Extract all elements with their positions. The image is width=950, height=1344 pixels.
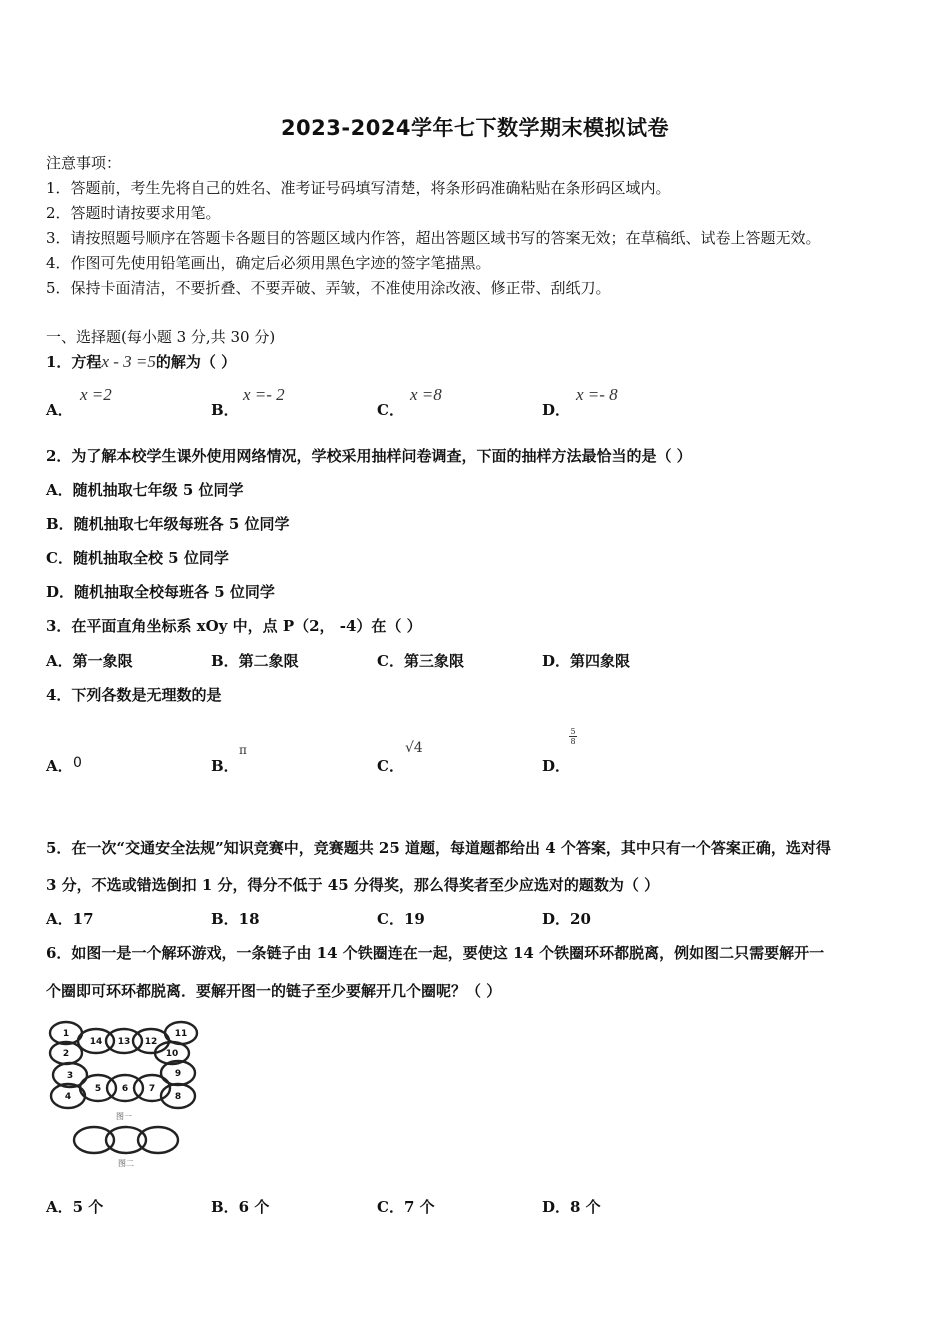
q1-option-c-label: C．	[377, 401, 404, 419]
q2-option-a: A．随机抽取七年级 5 位同学	[46, 481, 244, 499]
q1-option-a-value: x =2	[80, 385, 112, 404]
q1-option-d-label: D．	[542, 401, 571, 419]
ring-label: 1	[62, 1029, 70, 1039]
q5-option-d: D．20	[542, 910, 591, 928]
q4-option-b-label: B．	[211, 757, 239, 775]
figure2-caption: 图二	[118, 1159, 134, 1168]
q2-option-c: C．随机抽取全校 5 位同学	[46, 549, 229, 567]
ring-label: 9	[174, 1069, 182, 1079]
exam-title: 2023-2024学年七下数学期末模拟试卷	[280, 116, 670, 140]
q4-d-denominator: 8	[570, 737, 576, 746]
q4-option-c-label: C．	[377, 757, 404, 775]
q3-option-c: C．第三象限	[377, 652, 464, 670]
q6-option-a: A．5 个	[46, 1198, 104, 1216]
q1-stem	[46, 351, 236, 372]
ring-label: 13	[117, 1037, 131, 1047]
notice-item: 4．作图可先使用铅笔画出，确定后必须用黑色字迹的签字笔描黑。	[46, 254, 491, 272]
q1-option-d-value: x =- 8	[576, 385, 618, 404]
q1-option-b-value: x =- 2	[243, 385, 285, 404]
figure1-caption: 图一	[116, 1112, 132, 1121]
q1-option-c-value: x =8	[410, 385, 442, 404]
ring-label: 2	[62, 1049, 70, 1059]
q3-option-d: D．第四象限	[542, 652, 631, 670]
q5-option-b: B．18	[211, 910, 260, 928]
ring-label: 12	[144, 1037, 158, 1047]
q1-equation: x - 3 =5	[101, 352, 156, 371]
q6-stem-line1: 6．如图一是一个解环游戏，一条链子由 14 个铁圈连在一起，要使这 14 个铁圈环环都脱离，例如图二只需要解开一	[46, 944, 825, 962]
q2-option-b: B．随机抽取七年级每班各 5 位同学	[46, 515, 290, 533]
q4-option-a-label: A．	[46, 757, 73, 775]
notice-item: 5．保持卡面清洁，不要折叠、不要弄破、弄皱，不准使用涂改液、修正带、刮纸刀。	[46, 279, 611, 297]
ring-label: 10	[165, 1049, 179, 1059]
ring-label: 4	[64, 1092, 72, 1102]
section-heading: 一、选择题(每小题 3 分,共 30 分)	[46, 328, 276, 346]
q1-option-a-label: A．	[46, 401, 73, 419]
q4-option-d-label: D．	[542, 757, 571, 775]
ring-label: 6	[121, 1084, 129, 1094]
ring-label: 3	[66, 1071, 74, 1081]
q6-option-c: C．7 个	[377, 1198, 435, 1216]
q4-stem: 4．下列各数是无理数的是	[46, 686, 222, 704]
fig2-ring-right	[138, 1127, 178, 1153]
q5-option-c: C．19	[377, 910, 425, 928]
notice-heading: 注意事项：	[46, 154, 122, 172]
fig2-ring-middle	[106, 1127, 146, 1153]
q5-stem-line1: 5．在一次“交通安全法规”知识竞赛中，竞赛题共 25 道题，每道题都给出 4 个答案，其中只有一个答案正确，选对得	[46, 839, 831, 857]
q1-option-b-label: B．	[211, 401, 239, 419]
ring-chain-figure	[44, 1020, 204, 1170]
ring-label: 11	[174, 1029, 188, 1039]
q1-prefix: 1．方程	[46, 353, 102, 371]
ring-label: 7	[148, 1084, 156, 1094]
ring-label: 5	[94, 1084, 102, 1094]
q6-option-d: D．8 个	[542, 1198, 601, 1216]
ring-label: 14	[89, 1037, 103, 1047]
q4-option-b-value: π	[239, 743, 247, 757]
q6-option-b: B．6 个	[211, 1198, 270, 1216]
notice-item: 3．请按照题号顺序在答题卡各题目的答题区域内作答，超出答题区域书写的答案无效；在草稿纸、试卷上答题无效。	[46, 229, 821, 247]
q5-stem-line2: 3 分，不选或错选倒扣 1 分，得分不低于 45 分得奖，那么得奖者至少应选对的题数为（ ）	[46, 876, 660, 894]
q2-stem: 2．为了解本校学生课外使用网络情况，学校采用抽样问卷调查，下面的抽样方法最恰当的是（ ）	[46, 447, 692, 465]
q4-option-a-value: 0	[73, 755, 82, 771]
ring-label: 8	[174, 1092, 182, 1102]
q1-suffix: 的解为（ ）	[155, 353, 237, 371]
notice-item: 1．答题前，考生先将自己的姓名、准考证号码填写清楚，将条形码准确粘贴在条形码区域内。	[46, 179, 671, 197]
q3-stem: 3．在平面直角坐标系 xOy 中，点 P（2， -4）在（ ）	[46, 617, 422, 635]
notice-item: 2．答题时请按要求用笔。	[46, 204, 221, 222]
q3-option-a: A．第一象限	[46, 652, 133, 670]
q4-option-c-value: √4	[405, 740, 423, 756]
q4-d-numerator: 5	[570, 727, 576, 736]
q3-option-b: B．第二象限	[211, 652, 299, 670]
fig2-ring-left	[74, 1127, 114, 1153]
q2-option-d: D．随机抽取全校每班各 5 位同学	[46, 583, 275, 601]
q5-option-a: A．17	[46, 910, 94, 928]
q6-stem-line2: 个圈即可环环都脱离．要解开图一的链子至少要解开几个圈呢？（ ）	[46, 982, 502, 1000]
q4-option-d-fraction	[569, 727, 577, 746]
